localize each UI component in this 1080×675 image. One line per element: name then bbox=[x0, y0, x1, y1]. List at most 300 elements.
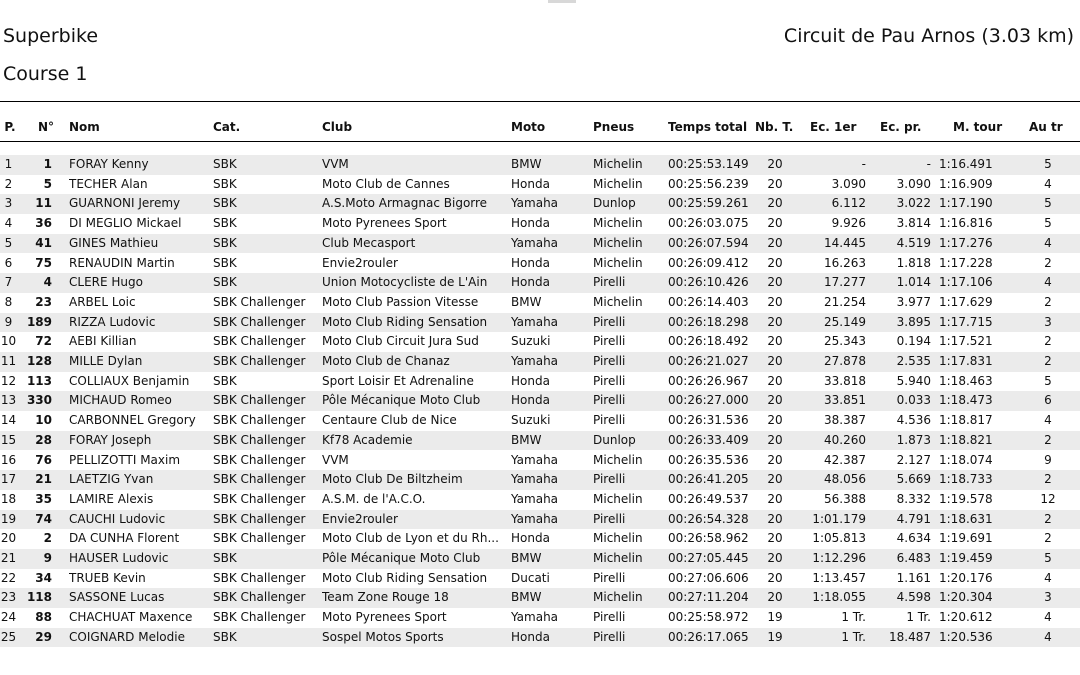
rider-name-cell: MICHAUD Romeo bbox=[69, 393, 172, 408]
category-cell: SBK Challenger bbox=[213, 511, 306, 526]
rider-name-cell: CAUCHI Ludovic bbox=[69, 511, 166, 526]
moto-cell: Suzuki bbox=[511, 413, 551, 428]
table-row bbox=[0, 352, 1080, 372]
tyre-cell: Pirelli bbox=[593, 472, 626, 487]
moto-cell: Honda bbox=[511, 255, 550, 270]
gap-first-cell: 33.818 bbox=[824, 373, 866, 388]
gap-prev-cell: 2.535 bbox=[896, 354, 931, 368]
laps-cell: 20 bbox=[767, 511, 783, 526]
club-cell: Moto Pyrenees Sport bbox=[322, 610, 447, 625]
pos-cell: 10 bbox=[0, 334, 17, 349]
moto-cell: Honda bbox=[511, 373, 550, 388]
best-lap-no-cell: 5 bbox=[1044, 373, 1052, 388]
moto-cell: Yamaha bbox=[511, 314, 559, 329]
moto-cell: BMW bbox=[511, 157, 542, 171]
laps-cell: 20 bbox=[767, 452, 783, 467]
category-cell: SBK bbox=[213, 157, 237, 171]
total-time-cell: 00:26:54.328 bbox=[668, 511, 749, 526]
best-lap-cell: 1:20.176 bbox=[939, 570, 993, 585]
club-cell: Kf78 Academie bbox=[322, 432, 413, 447]
best-lap-no-cell: 4 bbox=[1044, 176, 1052, 191]
category-cell: SBK Challenger bbox=[213, 334, 306, 349]
number-cell: 128 bbox=[26, 354, 52, 368]
pos-cell: 9 bbox=[4, 314, 13, 329]
rider-name-cell: PELLIZOTTI Maxim bbox=[69, 452, 181, 467]
total-time-cell: 00:26:58.962 bbox=[668, 531, 749, 546]
category-cell: SBK Challenger bbox=[213, 610, 306, 625]
number-cell: 118 bbox=[26, 590, 52, 605]
rider-name-cell: AEBI Killian bbox=[69, 334, 137, 349]
table-row bbox=[0, 372, 1080, 392]
pos-cell: 24 bbox=[0, 610, 17, 625]
pos-cell: 2 bbox=[4, 176, 13, 191]
moto-cell: BMW bbox=[511, 590, 542, 605]
number-cell: 23 bbox=[35, 294, 52, 309]
laps-cell: 20 bbox=[767, 570, 783, 585]
race-title: Course 1 bbox=[3, 63, 88, 85]
best-lap-cell: 1:18.733 bbox=[939, 472, 993, 487]
number-cell: 1 bbox=[43, 157, 52, 171]
club-cell: Moto Club de Lyon et du Rh... bbox=[322, 531, 499, 546]
club-cell: Team Zone Rouge 18 bbox=[322, 590, 449, 605]
best-lap-cell: 1:18.463 bbox=[939, 373, 993, 388]
number-cell: 330 bbox=[26, 393, 52, 408]
total-time-cell: 00:27:11.204 bbox=[668, 590, 749, 605]
tyre-cell: Michelin bbox=[593, 551, 643, 565]
category-cell: SBK bbox=[213, 629, 237, 644]
col-cat-header: Cat. bbox=[213, 120, 241, 134]
club-cell: Sospel Motos Sports bbox=[322, 629, 444, 644]
number-cell: 36 bbox=[35, 216, 52, 231]
club-cell: Envie2rouler bbox=[322, 511, 398, 526]
category-cell: SBK bbox=[213, 235, 237, 250]
col-num-header: N° bbox=[38, 120, 55, 134]
best-lap-no-cell: 12 bbox=[1040, 491, 1056, 506]
club-cell: Union Motocycliste de L'Ain bbox=[322, 275, 488, 290]
best-lap-cell: 1:20.612 bbox=[939, 610, 993, 625]
best-lap-cell: 1:17.831 bbox=[939, 354, 993, 368]
rider-name-cell: DA CUNHA Florent bbox=[69, 531, 180, 546]
pos-cell: 1 bbox=[4, 157, 13, 171]
number-cell: 76 bbox=[35, 452, 52, 467]
best-lap-cell: 1:20.536 bbox=[939, 629, 993, 644]
pos-cell: 12 bbox=[0, 373, 17, 388]
tyre-cell: Pirelli bbox=[593, 610, 626, 625]
rider-name-cell: CHACHUAT Maxence bbox=[69, 610, 193, 625]
gap-first-cell: 17.277 bbox=[824, 275, 866, 290]
number-cell: 113 bbox=[26, 373, 52, 388]
rider-name-cell: FORAY Kenny bbox=[69, 157, 149, 171]
total-time-cell: 00:26:27.000 bbox=[668, 393, 749, 408]
laps-cell: 20 bbox=[767, 235, 783, 250]
col-moto-header: Moto bbox=[511, 120, 546, 134]
col-time-header: Temps total bbox=[668, 120, 748, 134]
laps-cell: 20 bbox=[767, 334, 783, 349]
pos-cell: 3 bbox=[4, 196, 13, 211]
tyre-cell: Michelin bbox=[593, 531, 643, 546]
best-lap-no-cell: 5 bbox=[1044, 196, 1052, 211]
rider-name-cell: LAMIRE Alexis bbox=[69, 491, 154, 506]
best-lap-cell: 1:17.276 bbox=[939, 235, 993, 250]
laps-cell: 20 bbox=[767, 472, 783, 487]
rider-name-cell: SASSONE Lucas bbox=[69, 590, 165, 605]
number-cell: 88 bbox=[35, 610, 52, 625]
total-time-cell: 00:26:49.537 bbox=[668, 491, 749, 506]
laps-cell: 20 bbox=[767, 551, 783, 565]
rider-name-cell: LAETZIG Yvan bbox=[69, 472, 154, 487]
tyre-cell: Michelin bbox=[593, 157, 643, 171]
number-cell: 21 bbox=[35, 472, 52, 487]
best-lap-cell: 1:17.629 bbox=[939, 294, 993, 309]
rider-name-cell: TECHER Alan bbox=[69, 176, 148, 191]
gap-first-cell: 48.056 bbox=[824, 472, 866, 487]
gap-prev-cell: 4.536 bbox=[896, 413, 931, 428]
laps-cell: 20 bbox=[767, 531, 783, 546]
gap-prev-cell: 5.940 bbox=[896, 373, 931, 388]
category-cell: SBK bbox=[213, 196, 237, 211]
rider-name-cell: MILLE Dylan bbox=[69, 354, 143, 368]
total-time-cell: 00:26:31.536 bbox=[668, 413, 749, 428]
tyre-cell: Pirelli bbox=[593, 354, 626, 368]
gap-prev-cell: 5.669 bbox=[896, 472, 931, 487]
table-row bbox=[0, 451, 1080, 471]
best-lap-cell: 1:19.578 bbox=[939, 491, 993, 506]
number-cell: 5 bbox=[43, 176, 52, 191]
circuit-title: Circuit de Pau Arnos (3.03 km) bbox=[783, 25, 1074, 47]
gap-first-cell: 1 Tr. bbox=[841, 610, 866, 625]
table-row bbox=[0, 608, 1080, 628]
number-cell: 29 bbox=[35, 629, 52, 644]
col-best-lap-no-header: Au tr bbox=[1029, 120, 1063, 134]
gap-prev-cell: 8.332 bbox=[896, 491, 931, 506]
laps-cell: 20 bbox=[767, 294, 783, 309]
moto-cell: BMW bbox=[511, 551, 542, 565]
table-row bbox=[0, 273, 1080, 293]
category-cell: SBK Challenger bbox=[213, 472, 306, 487]
tyre-cell: Michelin bbox=[593, 294, 643, 309]
number-cell: 34 bbox=[35, 570, 52, 585]
laps-cell: 20 bbox=[767, 373, 783, 388]
laps-cell: 20 bbox=[767, 314, 783, 329]
tyre-cell: Michelin bbox=[593, 255, 643, 270]
gap-prev-cell: 1 Tr. bbox=[906, 610, 931, 625]
best-lap-cell: 1:17.190 bbox=[939, 196, 993, 211]
total-time-cell: 00:26:33.409 bbox=[668, 432, 749, 447]
club-cell: Moto Club Riding Sensation bbox=[322, 314, 488, 329]
gap-prev-cell: 4.791 bbox=[896, 511, 931, 526]
club-cell: Pôle Mécanique Moto Club bbox=[322, 551, 481, 565]
rider-name-cell: DI MEGLIO Mickael bbox=[69, 216, 182, 231]
gap-first-cell: 42.387 bbox=[824, 452, 866, 467]
best-lap-cell: 1:17.715 bbox=[939, 314, 993, 329]
best-lap-no-cell: 4 bbox=[1044, 610, 1052, 625]
pos-cell: 17 bbox=[0, 472, 17, 487]
tyre-cell: Michelin bbox=[593, 590, 643, 605]
club-cell: Moto Club De Biltzheim bbox=[322, 472, 463, 487]
gap-first-cell: - bbox=[861, 157, 866, 171]
category-cell: SBK bbox=[213, 551, 237, 565]
rider-name-cell: TRUEB Kevin bbox=[69, 570, 146, 585]
moto-cell: Honda bbox=[511, 176, 550, 191]
col-club-header: Club bbox=[322, 120, 353, 134]
number-cell: 9 bbox=[43, 551, 52, 565]
category-cell: SBK bbox=[213, 373, 237, 388]
best-lap-cell: 1:16.816 bbox=[939, 216, 993, 231]
tyre-cell: Michelin bbox=[593, 452, 643, 467]
pos-cell: 19 bbox=[0, 511, 17, 526]
moto-cell: Yamaha bbox=[511, 610, 559, 625]
rider-name-cell: FORAY Joseph bbox=[69, 432, 152, 447]
category-cell: SBK bbox=[213, 255, 237, 270]
gap-prev-cell: 3.895 bbox=[896, 314, 931, 329]
category-cell: SBK bbox=[213, 216, 237, 231]
gap-prev-cell: 3.022 bbox=[896, 196, 931, 211]
gap-prev-cell: 1.014 bbox=[896, 275, 931, 290]
tyre-cell: Michelin bbox=[593, 491, 643, 506]
total-time-cell: 00:26:10.426 bbox=[668, 275, 749, 290]
table-row bbox=[0, 254, 1080, 274]
pos-cell: 13 bbox=[0, 393, 17, 408]
category-cell: SBK Challenger bbox=[213, 432, 306, 447]
best-lap-no-cell: 5 bbox=[1044, 551, 1052, 565]
gap-prev-cell: 3.977 bbox=[896, 294, 931, 309]
best-lap-no-cell: 5 bbox=[1044, 216, 1052, 231]
pos-cell: 11 bbox=[0, 354, 17, 368]
best-lap-no-cell: 4 bbox=[1044, 275, 1052, 290]
laps-cell: 20 bbox=[767, 157, 783, 171]
laps-cell: 20 bbox=[767, 590, 783, 605]
total-time-cell: 00:26:17.065 bbox=[668, 629, 749, 644]
gap-first-cell: 1:13.457 bbox=[812, 570, 866, 585]
col-gap-prev-header: Ec. pr. bbox=[880, 120, 922, 134]
moto-cell: Yamaha bbox=[511, 196, 559, 211]
gap-prev-cell: - bbox=[926, 157, 931, 171]
best-lap-no-cell: 6 bbox=[1044, 393, 1052, 408]
category-cell: SBK bbox=[213, 275, 237, 290]
pos-cell: 14 bbox=[0, 413, 17, 428]
number-cell: 2 bbox=[43, 531, 52, 546]
category-cell: SBK Challenger bbox=[213, 354, 306, 368]
total-time-cell: 00:25:59.261 bbox=[668, 196, 749, 211]
gap-first-cell: 6.112 bbox=[831, 196, 866, 211]
gap-first-cell: 1:05.813 bbox=[812, 531, 866, 546]
best-lap-cell: 1:18.631 bbox=[939, 511, 993, 526]
best-lap-cell: 1:18.074 bbox=[939, 452, 993, 467]
pos-cell: 25 bbox=[0, 629, 17, 644]
table-top-rule bbox=[0, 101, 1080, 102]
rider-name-cell: HAUSER Ludovic bbox=[69, 551, 169, 565]
best-lap-cell: 1:18.473 bbox=[939, 393, 993, 408]
col-name-header: Nom bbox=[69, 120, 100, 134]
laps-cell: 20 bbox=[767, 216, 783, 231]
best-lap-cell: 1:18.817 bbox=[939, 413, 993, 428]
best-lap-cell: 1:17.106 bbox=[939, 275, 993, 290]
col-gap-first-header: Ec. 1er bbox=[810, 120, 857, 134]
table-row bbox=[0, 194, 1080, 214]
total-time-cell: 00:26:18.492 bbox=[668, 334, 749, 349]
number-cell: 28 bbox=[35, 432, 52, 447]
rider-name-cell: CLERE Hugo bbox=[69, 275, 143, 290]
tyre-cell: Pirelli bbox=[593, 314, 626, 329]
pos-cell: 6 bbox=[4, 255, 13, 270]
table-row bbox=[0, 313, 1080, 333]
gap-first-cell: 14.445 bbox=[824, 235, 866, 250]
table-row bbox=[0, 391, 1080, 411]
moto-cell: Honda bbox=[511, 275, 550, 290]
table-row bbox=[0, 332, 1080, 352]
gap-prev-cell: 4.598 bbox=[896, 590, 931, 605]
laps-cell: 20 bbox=[767, 354, 783, 368]
number-cell: 75 bbox=[35, 255, 52, 270]
club-cell: Envie2rouler bbox=[322, 255, 398, 270]
table-row bbox=[0, 510, 1080, 530]
gap-first-cell: 3.090 bbox=[831, 176, 866, 191]
best-lap-no-cell: 9 bbox=[1044, 452, 1052, 467]
best-lap-no-cell: 2 bbox=[1044, 511, 1052, 526]
gap-first-cell: 25.343 bbox=[824, 334, 866, 349]
gap-first-cell: 56.388 bbox=[824, 491, 866, 506]
gap-first-cell: 38.387 bbox=[824, 413, 866, 428]
club-cell: VVM bbox=[322, 452, 349, 467]
moto-cell: Yamaha bbox=[511, 452, 559, 467]
tyre-cell: Pirelli bbox=[593, 334, 626, 349]
total-time-cell: 00:25:53.149 bbox=[668, 157, 749, 171]
best-lap-no-cell: 2 bbox=[1044, 531, 1052, 546]
category-cell: SBK Challenger bbox=[213, 491, 306, 506]
col-laps-header: Nb. T. bbox=[755, 120, 794, 134]
tyre-cell: Pirelli bbox=[593, 275, 626, 290]
club-cell: Moto Club Circuit Jura Sud bbox=[322, 334, 479, 349]
club-cell: Moto Pyrenees Sport bbox=[322, 216, 447, 231]
category-cell: SBK bbox=[213, 176, 237, 191]
col-tyre-header: Pneus bbox=[593, 120, 635, 134]
table-row bbox=[0, 549, 1080, 569]
table-row bbox=[0, 293, 1080, 313]
number-cell: 4 bbox=[43, 275, 52, 290]
table-row bbox=[0, 411, 1080, 431]
category-title: Superbike bbox=[3, 25, 99, 47]
table-row bbox=[0, 569, 1080, 589]
table-row bbox=[0, 529, 1080, 549]
club-cell: Moto Club Passion Vitesse bbox=[322, 294, 479, 309]
tyre-cell: Pirelli bbox=[593, 570, 626, 585]
gap-prev-cell: 1.818 bbox=[896, 255, 931, 270]
gap-first-cell: 33.851 bbox=[824, 393, 866, 408]
gap-first-cell: 9.926 bbox=[831, 216, 866, 231]
tyre-cell: Dunlop bbox=[593, 196, 636, 211]
total-time-cell: 00:26:09.412 bbox=[668, 255, 749, 270]
pos-cell: 16 bbox=[0, 452, 17, 467]
best-lap-cell: 1:16.909 bbox=[939, 176, 993, 191]
table-header-rule bbox=[0, 141, 1080, 142]
best-lap-no-cell: 4 bbox=[1044, 235, 1052, 250]
gap-prev-cell: 6.483 bbox=[896, 551, 931, 565]
gap-first-cell: 1:18.055 bbox=[812, 590, 866, 605]
gap-prev-cell: 1.873 bbox=[896, 432, 931, 447]
gap-first-cell: 25.149 bbox=[824, 314, 866, 329]
best-lap-no-cell: 2 bbox=[1044, 294, 1052, 309]
total-time-cell: 00:26:18.298 bbox=[668, 314, 749, 329]
table-row bbox=[0, 490, 1080, 510]
col-best-lap-header: M. tour bbox=[953, 120, 1003, 134]
laps-cell: 20 bbox=[767, 255, 783, 270]
club-cell: Sport Loisir Et Adrenaline bbox=[322, 373, 474, 388]
table-row bbox=[0, 628, 1080, 648]
tyre-cell: Michelin bbox=[593, 216, 643, 231]
rider-name-cell: ARBEL Loic bbox=[69, 294, 136, 309]
best-lap-cell: 1:20.304 bbox=[939, 590, 993, 605]
rider-name-cell: GINES Mathieu bbox=[69, 235, 159, 250]
best-lap-cell: 1:19.691 bbox=[939, 531, 993, 546]
total-time-cell: 00:26:26.967 bbox=[668, 373, 749, 388]
laps-cell: 20 bbox=[767, 432, 783, 447]
gap-prev-cell: 18.487 bbox=[889, 629, 931, 644]
club-cell: VVM bbox=[322, 157, 349, 171]
total-time-cell: 00:25:58.972 bbox=[668, 610, 749, 625]
rider-name-cell: RIZZA Ludovic bbox=[69, 314, 156, 329]
laps-cell: 20 bbox=[767, 176, 783, 191]
rider-name-cell: COIGNARD Melodie bbox=[69, 629, 185, 644]
gap-prev-cell: 0.033 bbox=[896, 393, 931, 408]
laps-cell: 20 bbox=[767, 413, 783, 428]
club-cell: A.S.M. de l'A.C.O. bbox=[322, 491, 426, 506]
pos-cell: 7 bbox=[4, 275, 13, 290]
total-time-cell: 00:26:07.594 bbox=[668, 235, 749, 250]
table-row bbox=[0, 214, 1080, 234]
moto-cell: Honda bbox=[511, 393, 550, 408]
pos-cell: 21 bbox=[0, 551, 17, 565]
col-pos-header: P. bbox=[4, 120, 16, 134]
table-row bbox=[0, 588, 1080, 608]
category-cell: SBK Challenger bbox=[213, 393, 306, 408]
best-lap-cell: 1:16.491 bbox=[939, 157, 993, 171]
category-cell: SBK Challenger bbox=[213, 413, 306, 428]
category-cell: SBK Challenger bbox=[213, 294, 306, 309]
pos-cell: 20 bbox=[0, 531, 17, 546]
tyre-cell: Pirelli bbox=[593, 511, 626, 526]
best-lap-no-cell: 5 bbox=[1044, 157, 1052, 171]
gap-first-cell: 1 Tr. bbox=[841, 629, 866, 644]
laps-cell: 19 bbox=[767, 610, 783, 625]
best-lap-cell: 1:17.228 bbox=[939, 255, 993, 270]
pos-cell: 18 bbox=[0, 491, 17, 506]
gap-prev-cell: 4.519 bbox=[896, 235, 931, 250]
best-lap-cell: 1:18.821 bbox=[939, 432, 993, 447]
tyre-cell: Pirelli bbox=[593, 393, 626, 408]
gap-prev-cell: 1.161 bbox=[896, 570, 931, 585]
best-lap-cell: 1:17.521 bbox=[939, 334, 993, 349]
table-row bbox=[0, 431, 1080, 451]
gap-prev-cell: 3.090 bbox=[896, 176, 931, 191]
moto-cell: Honda bbox=[511, 531, 550, 546]
club-cell: Moto Club de Chanaz bbox=[322, 354, 450, 368]
laps-cell: 20 bbox=[767, 275, 783, 290]
rider-name-cell: GUARNONI Jeremy bbox=[69, 196, 181, 211]
laps-cell: 20 bbox=[767, 491, 783, 506]
page-edge-mark bbox=[548, 0, 576, 3]
table-row bbox=[0, 234, 1080, 254]
moto-cell: Honda bbox=[511, 216, 550, 231]
moto-cell: Honda bbox=[511, 629, 550, 644]
best-lap-no-cell: 4 bbox=[1044, 413, 1052, 428]
best-lap-no-cell: 2 bbox=[1044, 472, 1052, 487]
club-cell: Moto Club Riding Sensation bbox=[322, 570, 488, 585]
number-cell: 11 bbox=[35, 196, 52, 211]
tyre-cell: Pirelli bbox=[593, 413, 626, 428]
total-time-cell: 00:26:35.536 bbox=[668, 452, 749, 467]
total-time-cell: 00:25:56.239 bbox=[668, 176, 749, 191]
club-cell: Centaure Club de Nice bbox=[322, 413, 457, 428]
